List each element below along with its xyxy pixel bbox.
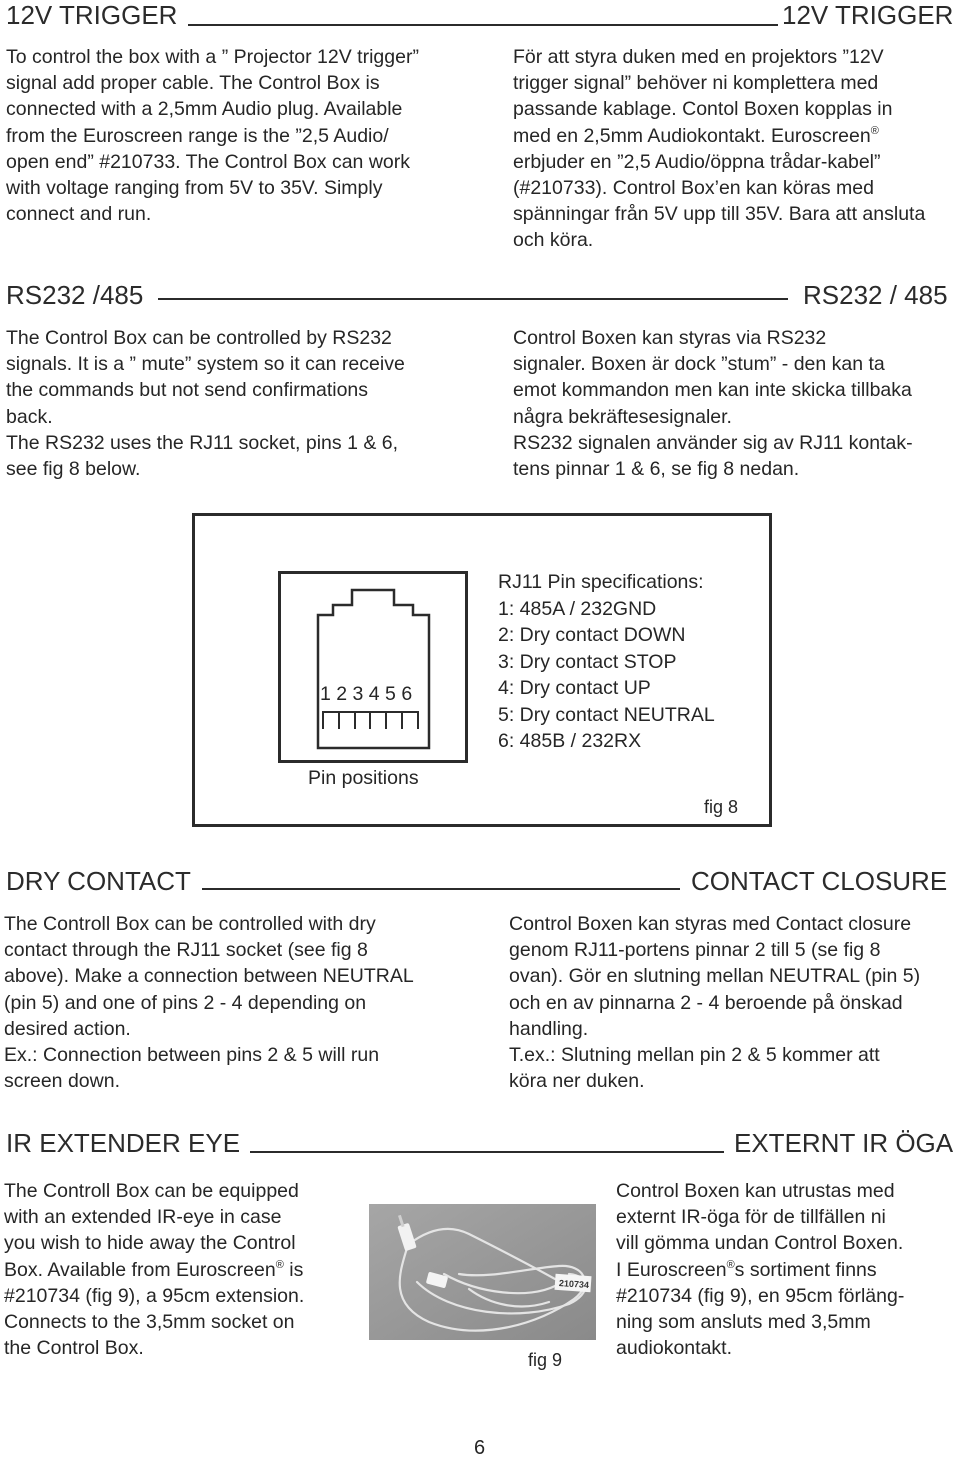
heading-12v-trigger-en: 12V TRIGGER	[6, 0, 178, 30]
text-line: och köra.	[513, 229, 594, 252]
rs232-text-sv	[513, 325, 913, 482]
text-line: open end” #210733. The Control Box can work	[6, 150, 410, 173]
rj11-pin-spec-list	[498, 569, 715, 755]
text-line	[4, 1257, 304, 1283]
heading-rs232-en: RS232 /485	[6, 280, 144, 310]
heading-ir-extender-en: IR EXTENDER EYE	[6, 1128, 241, 1158]
page-number: 6	[474, 1437, 486, 1459]
text-line: see fig 8 below.	[6, 458, 141, 481]
heading-rule	[202, 888, 680, 890]
text-line: (#210733). Control Box’en kan köras med	[513, 177, 874, 200]
text-line: signal add proper cable. The Control Box is	[6, 72, 380, 95]
text-line: The Controll Box can be equipped	[4, 1180, 299, 1202]
contact-closure-text-sv	[509, 911, 920, 1094]
text-line: you wish to hide away the Control	[4, 1232, 296, 1255]
ir-cable-illustration	[369, 1204, 596, 1340]
text-line	[513, 123, 925, 149]
spec-item: 2: Dry contact DOWN	[498, 624, 686, 646]
cable-tag-text: 210734	[558, 1278, 590, 1291]
cable-tag	[554, 1274, 591, 1292]
spec-item: 4: Dry contact UP	[498, 677, 651, 699]
text-fragment: I Euroscreen	[616, 1258, 727, 1281]
text-line: The RS232 uses the RJ11 socket, pins 1 & 6,	[6, 431, 399, 454]
text-line: emot kommandon men kan inte skicka tillbaka	[513, 379, 912, 402]
trigger-text-en	[6, 44, 419, 227]
text-line: passande kablage. Contol Boxen kopplas in	[513, 98, 893, 121]
text-line: To control the box with a ” Projector 12V trigger”	[6, 46, 419, 68]
text-line: back.	[6, 405, 53, 428]
text-line: The Control Box can be controlled by RS232	[6, 327, 392, 349]
text-line: erbjuder en ”2,5 Audio/öppna trådar-kabel”	[513, 150, 881, 173]
text-fragment: is	[283, 1258, 304, 1281]
socket-frame	[280, 573, 467, 762]
text-line: (pin 5) and one of pins 2 - 4 depending on	[4, 991, 367, 1014]
text-line	[616, 1257, 904, 1283]
ir-extender-text-en	[4, 1178, 304, 1361]
text-line: vill gömma undan Control Boxen.	[616, 1232, 904, 1255]
text-line: above). Make a connection between NEUTRAL	[4, 965, 414, 988]
spec-item: 3: Dry contact STOP	[498, 650, 677, 673]
text-line: tens pinnar 1 & 6, se fig 8 nedan.	[513, 458, 800, 481]
pin-contacts	[323, 712, 418, 729]
text-fragment: Box. Available from Euroscreen	[4, 1258, 276, 1281]
ir-extender-text-sv	[616, 1178, 904, 1361]
text-line: T.ex.: Slutning mellan pin 2 & 5 kommer att	[509, 1044, 880, 1067]
heading-contact-closure-sv: CONTACT CLOSURE	[691, 866, 948, 896]
registered-mark: ®	[275, 1258, 284, 1271]
text-line: The Controll Box can be controlled with dry	[4, 913, 376, 935]
heading-rule	[250, 1151, 724, 1153]
text-line: spänningar från 5V upp till 35V. Bara att ansluta	[513, 203, 926, 226]
spec-item: 1: 485A / 232GND	[498, 597, 657, 620]
text-line: Control Boxen kan utrustas med	[616, 1180, 895, 1202]
registered-mark: ®	[726, 1258, 735, 1271]
text-line: audiokontakt.	[616, 1337, 733, 1360]
text-fragment: s sortiment finns	[734, 1258, 877, 1281]
text-line: with an extended IR-eye in case	[4, 1206, 282, 1229]
fig-8-caption: fig 8	[704, 797, 739, 817]
text-line: the Control Box.	[4, 1337, 144, 1360]
text-line: köra ner duken.	[509, 1070, 645, 1093]
text-line: signals. It is a ” mute” system so it can receive	[6, 353, 405, 376]
text-line: the commands but not send confirmations	[6, 379, 369, 402]
rs232-text-en	[6, 325, 405, 482]
text-line: ning som ansluts med 3,5mm	[616, 1311, 871, 1334]
text-line: externt IR-öga för de tillfällen ni	[616, 1206, 886, 1229]
text-line: signaler. Boxen är dock ”stum” - den kan ta	[513, 353, 885, 376]
text-line: Ex.: Connection between pins 2 & 5 will run	[4, 1044, 380, 1067]
text-line: genom RJ11-portens pinnar 2 till 5 (se fig 8	[509, 939, 881, 962]
text-line: #210734 (fig 9), en 95cm förläng-	[616, 1284, 905, 1307]
dry-contact-text-en	[4, 911, 414, 1094]
heading-12v-trigger-sv: 12V TRIGGER	[782, 0, 954, 30]
text-line: from the Euroscreen range is the ”2,5 Audio/	[6, 124, 389, 147]
text-line: Control Boxen kan styras med Contact closure	[509, 913, 912, 935]
heading-rule	[158, 298, 788, 300]
heading-rs232-sv: RS232 / 485	[803, 280, 948, 310]
registered-mark: ®	[870, 124, 879, 137]
text-line: Connects to the 3,5mm socket on	[4, 1311, 295, 1334]
text-fragment: med en 2,5mm Audiokontakt. Euroscreen	[513, 124, 871, 147]
text-line: RS232 signalen använder sig av RJ11 kontak-	[513, 431, 913, 454]
text-line: with voltage ranging from 5V to 35V. Simply	[6, 177, 383, 200]
trigger-text-sv	[513, 44, 925, 254]
text-line: ovan). Gör en slutning mellan NEUTRAL (pin 5)	[509, 965, 921, 988]
heading-dry-contact-en: DRY CONTACT	[6, 866, 191, 896]
text-line: trigger signal” behöver ni komplettera med	[513, 72, 879, 95]
text-line: connect and run.	[6, 203, 152, 226]
ir-extender-cable-photo	[369, 1204, 596, 1340]
socket-outline	[318, 590, 429, 748]
text-line: och en av pinnarna 2 - 4 beroende på önskad	[509, 991, 903, 1014]
text-line: handling.	[509, 1017, 589, 1040]
heading-ir-extender-sv: EXTERNT IR ÖGA	[734, 1128, 954, 1158]
spec-item: 6: 485B / 232RX	[498, 730, 642, 752]
text-line: För att styra duken med en projektors ”12V	[513, 46, 884, 68]
text-line: #210734 (fig 9), a 95cm extension.	[4, 1284, 305, 1307]
rj11-socket-diagram	[278, 571, 468, 763]
spec-title: RJ11 Pin specifications:	[498, 571, 704, 593]
pin-positions-label: Pin positions	[308, 767, 419, 789]
text-line: contact through the RJ11 socket (see fig 8	[4, 939, 368, 962]
fig-9-caption: fig 9	[528, 1350, 563, 1370]
text-line: några bekräftesesignaler.	[513, 405, 732, 428]
text-line: Control Boxen kan styras via RS232	[513, 327, 827, 349]
text-line: connected with a 2,5mm Audio plug. Available	[6, 98, 403, 121]
text-line: desired action.	[4, 1017, 131, 1040]
heading-rule	[188, 24, 778, 26]
spec-item: 5: Dry contact NEUTRAL	[498, 703, 715, 726]
text-line: screen down.	[4, 1070, 120, 1093]
pin-numbers: 1 2 3 4 5 6	[320, 683, 413, 705]
